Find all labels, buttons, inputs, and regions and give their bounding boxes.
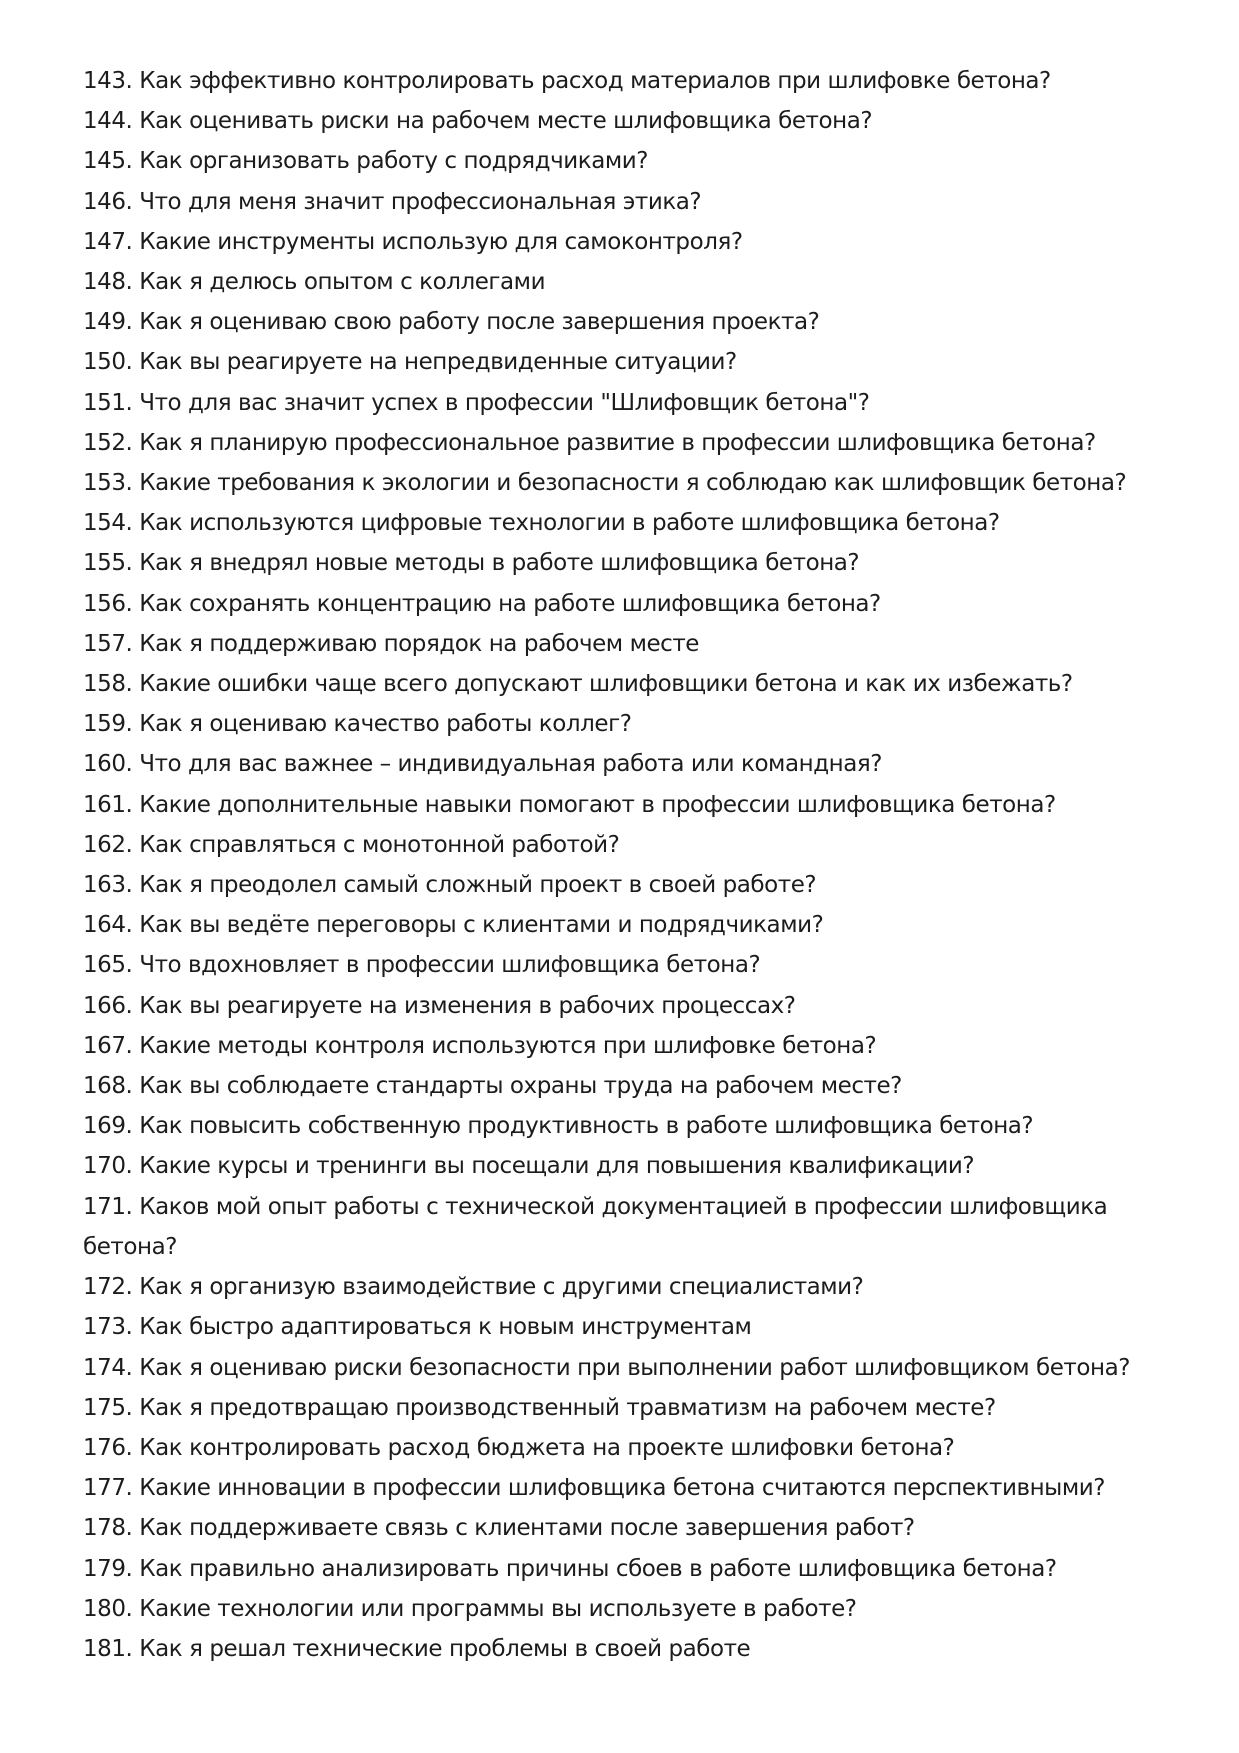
question-178: 178. Как поддерживаете связь с клиентами после завершения работ? (83, 1515, 915, 1542)
question-161: 161. Какие дополнительные навыки помогают в профессии шлифовщика бетона? (83, 791, 1056, 818)
question-list (83, 61, 1163, 1669)
question-164: 164. Как вы ведёте переговоры с клиентами и подрядчиками? (83, 912, 824, 939)
question-167: 167. Какие методы контроля используются при шлифовке бетона? (83, 1032, 877, 1059)
question-145: 145. Как организовать работу с подрядчиками? (83, 148, 649, 175)
question-179: 179. Как правильно анализировать причины сбоев в работе шлифовщика бетона? (83, 1555, 1057, 1582)
question-150: 150. Как вы реагируете на непредвиденные ситуации? (83, 349, 737, 376)
question-174: 174. Как я оцениваю риски безопасности при выполнении работ шлифовщиком бетона? (83, 1354, 1130, 1381)
question-148: 148. Как я делюсь опытом с коллегами (83, 269, 546, 296)
question-175: 175. Как я предотвращаю производственный травматизм на рабочем месте? (83, 1394, 996, 1421)
question-155: 155. Как я внедрял новые методы в работе шлифовщика бетона? (83, 550, 860, 577)
question-172: 172. Как я организую взаимодействие с другими специалистами? (83, 1274, 864, 1301)
question-146: 146. Что для меня значит профессиональная этика? (83, 188, 702, 215)
question-173: 173. Как быстро адаптироваться к новым инструментам (83, 1314, 752, 1341)
question-166: 166. Как вы реагируете на изменения в рабочих процессах? (83, 992, 796, 1019)
question-144: 144. Как оценивать риски на рабочем месте шлифовщика бетона? (83, 108, 873, 135)
question-157: 157. Как я поддерживаю порядок на рабочем месте (83, 630, 700, 657)
question-168: 168. Как вы соблюдаете стандарты охраны труда на рабочем месте? (83, 1073, 902, 1100)
question-143: 143. Как эффективно контролировать расход материалов при шлифовке бетона? (83, 68, 1051, 94)
question-171: 171. Каков мой опыт работы с технической документацией в профессии шлифовщика бетона? (83, 1193, 1108, 1260)
question-156: 156. Как сохранять концентрацию на работе шлифовщика бетона? (83, 590, 881, 617)
question-169: 169. Как повысить собственную продуктивность в работе шлифовщика бетона? (83, 1113, 1034, 1140)
question-151: 151. Что для вас значит успех в профессии "Шлифовщик бетона"? (83, 389, 870, 416)
question-158: 158. Какие ошибки чаще всего допускают шлифовщики бетона и как их избежать? (83, 671, 1073, 698)
question-152: 152. Как я планирую профессиональное развитие в профессии шлифовщика бетона? (83, 429, 1096, 456)
question-181: 181. Как я решал технические проблемы в своей работе (83, 1635, 751, 1662)
question-162: 162. Как справляться с монотонной работой? (83, 831, 620, 858)
question-159: 159. Как я оцениваю качество работы коллег? (83, 711, 632, 738)
question-177: 177. Какие инновации в профессии шлифовщика бетона считаются перспективными? (83, 1475, 1106, 1502)
question-163: 163. Как я преодолел самый сложный проект в своей работе? (83, 872, 817, 899)
question-180: 180. Какие технологии или программы вы используете в работе? (83, 1595, 857, 1622)
question-154: 154. Как используются цифровые технологии в работе шлифовщика бетона? (83, 510, 1000, 537)
question-170: 170. Какие курсы и тренинги вы посещали для повышения квалификации? (83, 1153, 975, 1180)
question-176: 176. Как контролировать расход бюджета на проекте шлифовки бетона? (83, 1434, 955, 1461)
question-153: 153. Какие требования к экологии и безопасности я соблюдаю как шлифовщик бетона? (83, 470, 1127, 497)
question-147: 147. Какие инструменты использую для самоконтроля? (83, 228, 743, 255)
question-160: 160. Что для вас важнее – индивидуальная работа или командная? (83, 751, 883, 778)
question-149: 149. Как я оцениваю свою работу после завершения проекта? (83, 309, 820, 336)
question-165: 165. Что вдохновляет в профессии шлифовщика бетона? (83, 952, 761, 979)
